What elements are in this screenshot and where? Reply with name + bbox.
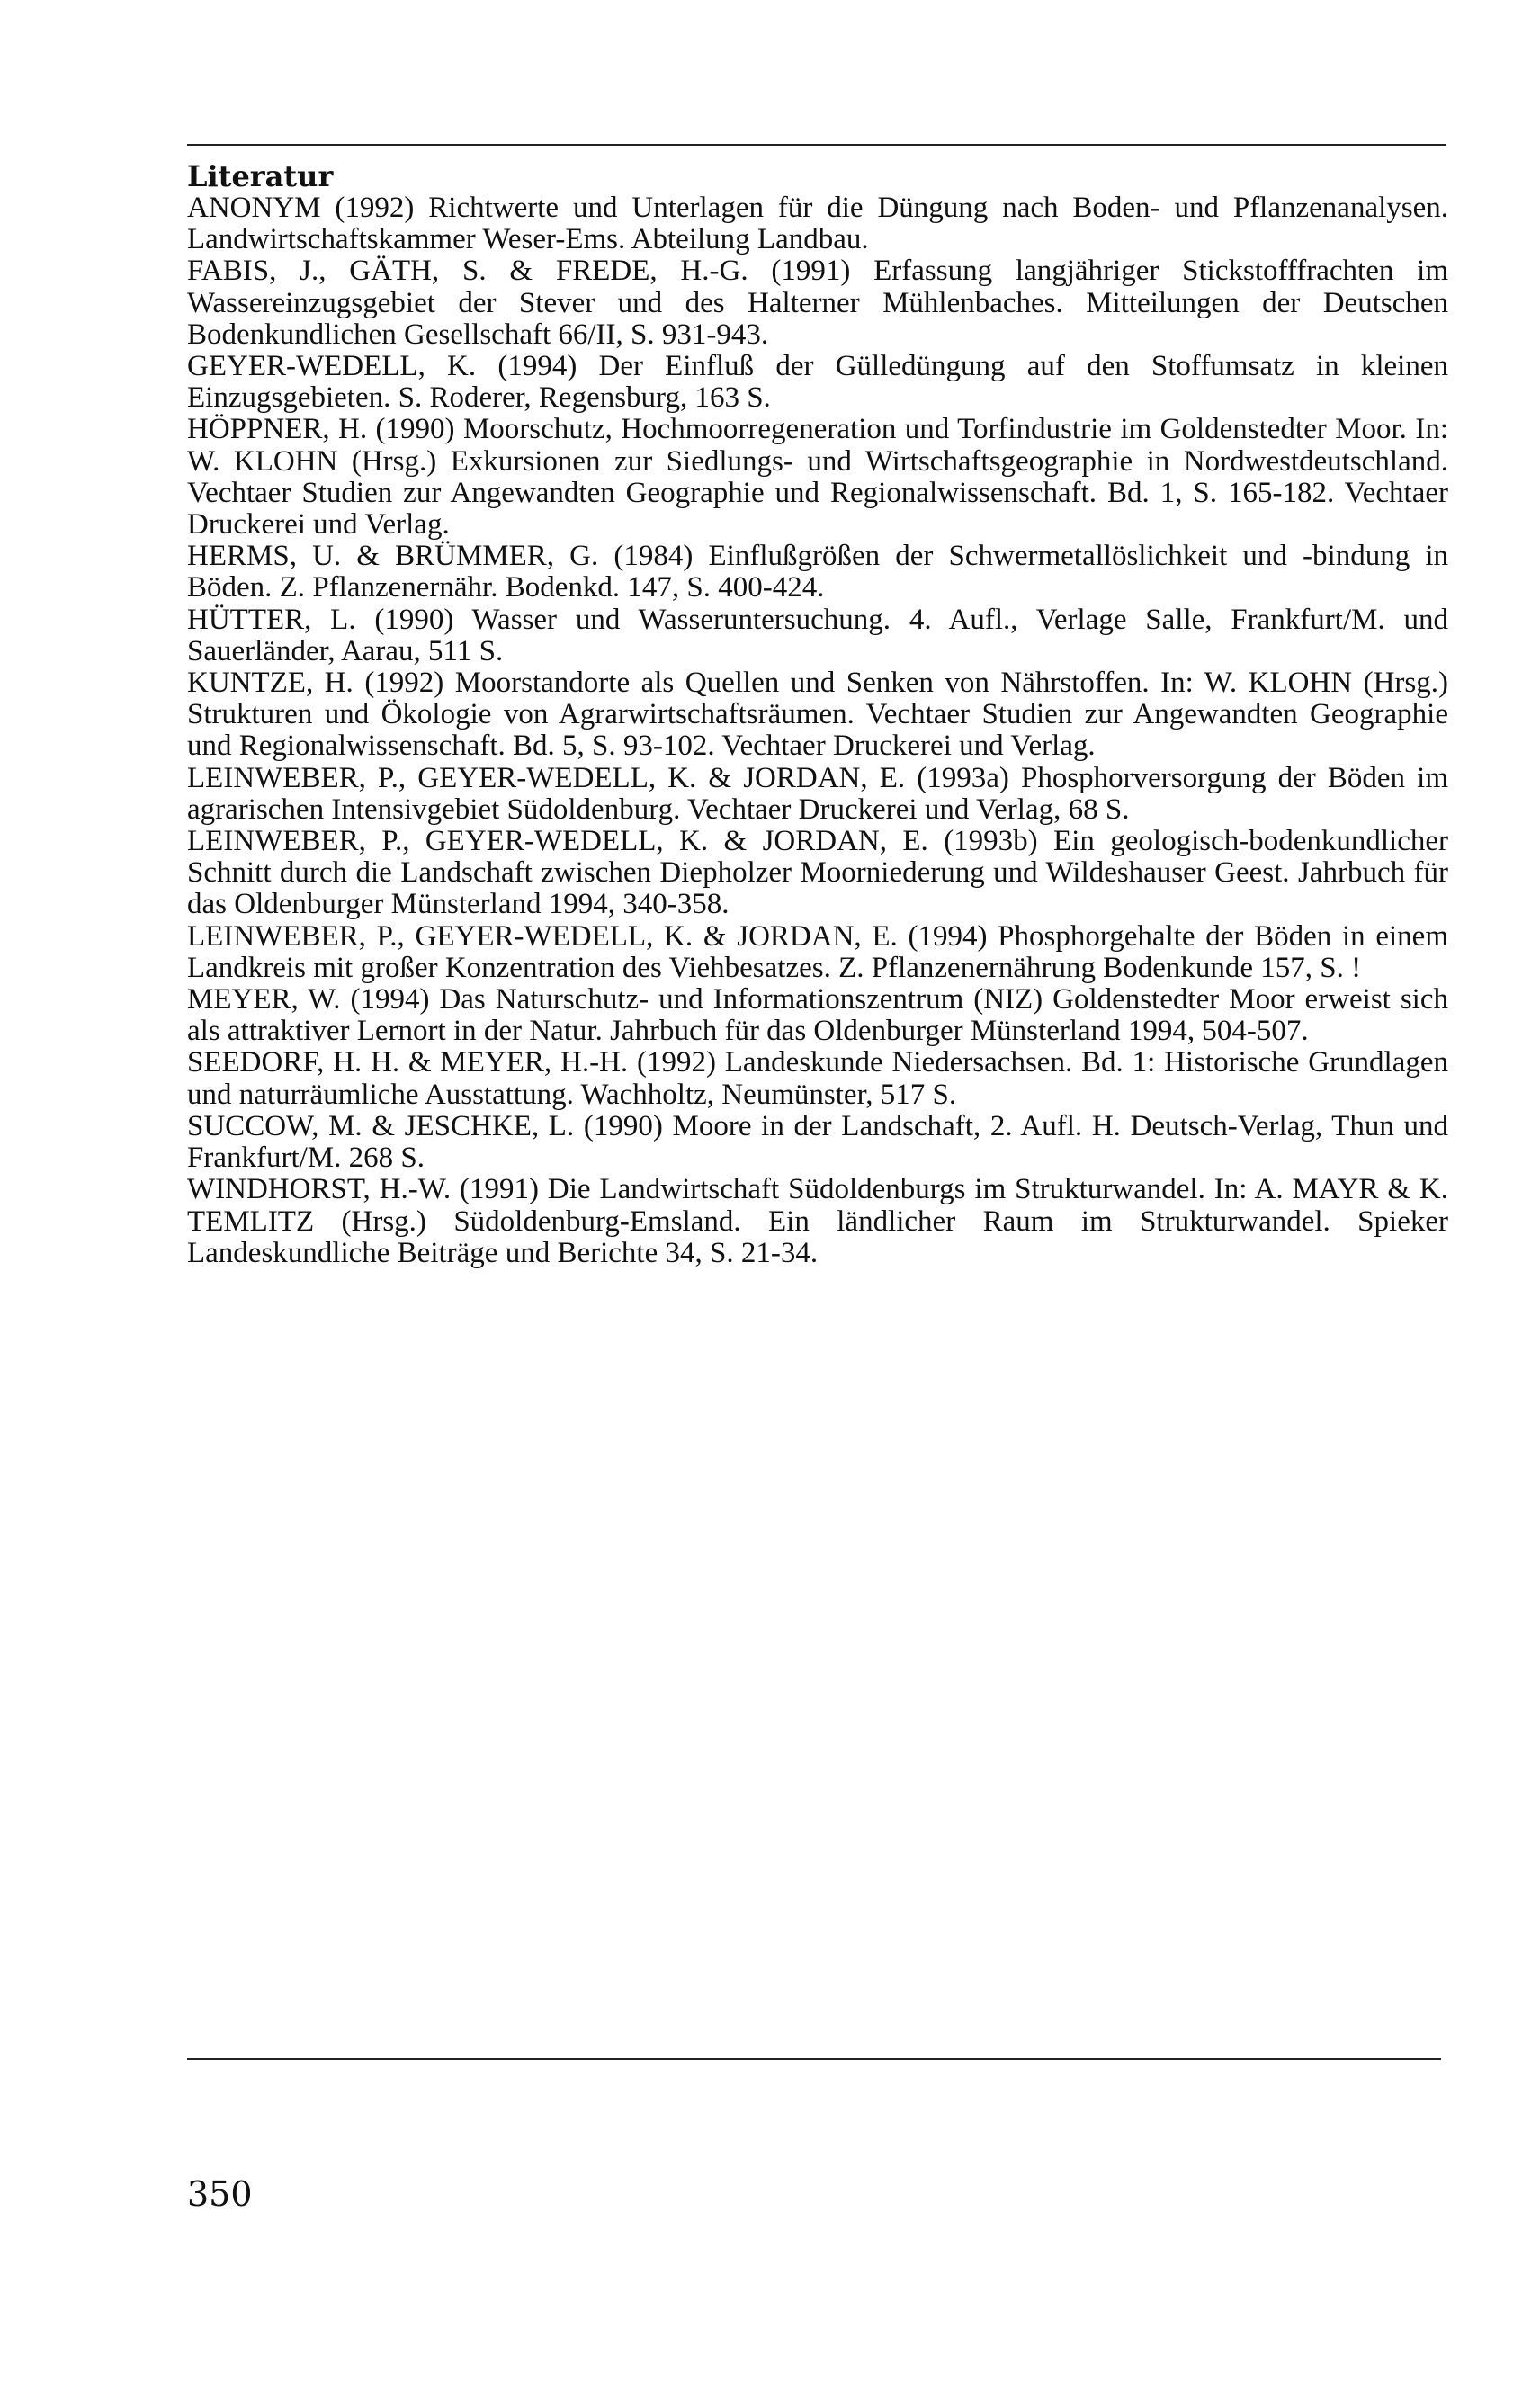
reference-entry: GEYER-WEDELL, K. (1994) Der Einfluß der Gülledüngung auf den Stoffumsatz in kleinen Einzugsgebieten. S. Roderer, Regensburg, 163 S. — [187, 350, 1448, 415]
reference-entry: SUCCOW, M. & JESCHKE, L. (1990) Moore in der Landschaft, 2. Aufl. H. Deutsch-Verlag, Thun und Frankfurt/M. 268 S. — [187, 1109, 1448, 1175]
reference-entry: LEINWEBER, P., GEYER-WEDELL, K. & JORDAN, E. (1993b) Ein geologisch-bodenkundlicher Schnitt durch die Landschaft zwischen Diepholzer Moorniederung und Wildeshauser Geest. Jahrbuch für das Oldenburger Münsterland 1994, 340-358. — [187, 825, 1448, 921]
reference-entry: HÜTTER, L. (1990) Wasser und Wasseruntersuchung. 4. Aufl., Verlage Salle, Frankfurt/M. und Sauerländer, Aarau, 511 S. — [187, 603, 1448, 667]
top-rule — [187, 144, 1446, 146]
reference-entry: LEINWEBER, P., GEYER-WEDELL, K. & JORDAN, E. (1993a) Phosphorversorgung der Böden im agrarischen Intensivgebiet Südoldenburg. Vechtaer Druckerei und Verlag, 68 S. — [187, 761, 1448, 826]
page-number: 350 — [187, 2174, 253, 2214]
section-heading: Literatur — [187, 159, 334, 193]
reference-entry: SEEDORF, H. H. & MEYER, H.-H. (1992) Landeskunde Niedersachsen. Bd. 1: Historische Grundlagen und naturräumliche Ausstattung. Wachholtz, Neumünster, 517 S. — [187, 1046, 1448, 1111]
reference-entry: FABIS, J., GÄTH, S. & FREDE, H.-G. (1991) Erfassung langjähriger Stickstofffrachten im Wassereinzugsgebiet der Stever und des Halterner Mühlenbaches. Mitteilungen der Deutschen Bodenkundlichen Gesellschaft 66/II, S. 931-943. — [187, 255, 1448, 351]
reference-entry: HÖPPNER, H. (1990) Moorschutz, Hochmoorregeneration und Torfindustrie im Goldenstedter Moor. In: W. KLOHN (Hrsg.) Exkursionen zur Siedlungs- und Wirtschaftsgeographie in Nordwestdeutschland. Vechtaer Studien zur Angewandten Geographie und Regionalwissenschaft. Bd. 1, S. 165-182. Vechtaer Druckerei und Verlag. — [187, 413, 1448, 542]
bibliography-section — [187, 160, 1448, 1269]
reference-entry: WINDHORST, H.-W. (1991) Die Landwirtschaft Südoldenburgs im Strukturwandel. In: A. MAYR & K. TEMLITZ (Hrsg.) Südoldenburg-Emsland. Ein ländlicher Raum im Strukturwandel. Spieker Landeskundliche Beiträge und Berichte 34, S. 21-34. — [187, 1173, 1448, 1269]
reference-entry: HERMS, U. & BRÜMMER, G. (1984) Einflußgrößen der Schwermetallöslichkeit und -bindung in Böden. Z. Pflanzenernähr. Bodenkd. 147, S. 400-424. — [187, 540, 1448, 604]
reference-entry: MEYER, W. (1994) Das Naturschutz- und Informationszentrum (NIZ) Goldenstedter Moor erweist sich als attraktiver Lernort in der Natur. Jahrbuch für das Oldenburger Münsterland 1994, 504-507. — [187, 983, 1448, 1048]
reference-entry: ANONYM (1992) Richtwerte und Unterlagen für die Düngung nach Boden- und Pflanzenanalysen. Landwirtschaftskammer Weser-Ems. Abteilung Landbau. — [187, 192, 1448, 256]
reference-entry: LEINWEBER, P., GEYER-WEDELL, K. & JORDAN, E. (1994) Phosphorgehalte der Böden in einem Landkreis mit großer Konzentration des Viehbesatzes. Z. Pflanzenernährung Bodenkunde 157, S. ! — [187, 919, 1448, 984]
bottom-rule — [187, 2058, 1441, 2060]
reference-entry: KUNTZE, H. (1992) Moorstandorte als Quellen und Senken von Nährstoffen. In: W. KLOHN (Hrsg.) Strukturen und Ökologie von Agrarwirtschaftsräumen. Vechtaer Studien zur Angewandten Geographie und Regionalwissenschaft. Bd. 5, S. 93-102. Vechtaer Druckerei und Verlag. — [187, 667, 1448, 763]
